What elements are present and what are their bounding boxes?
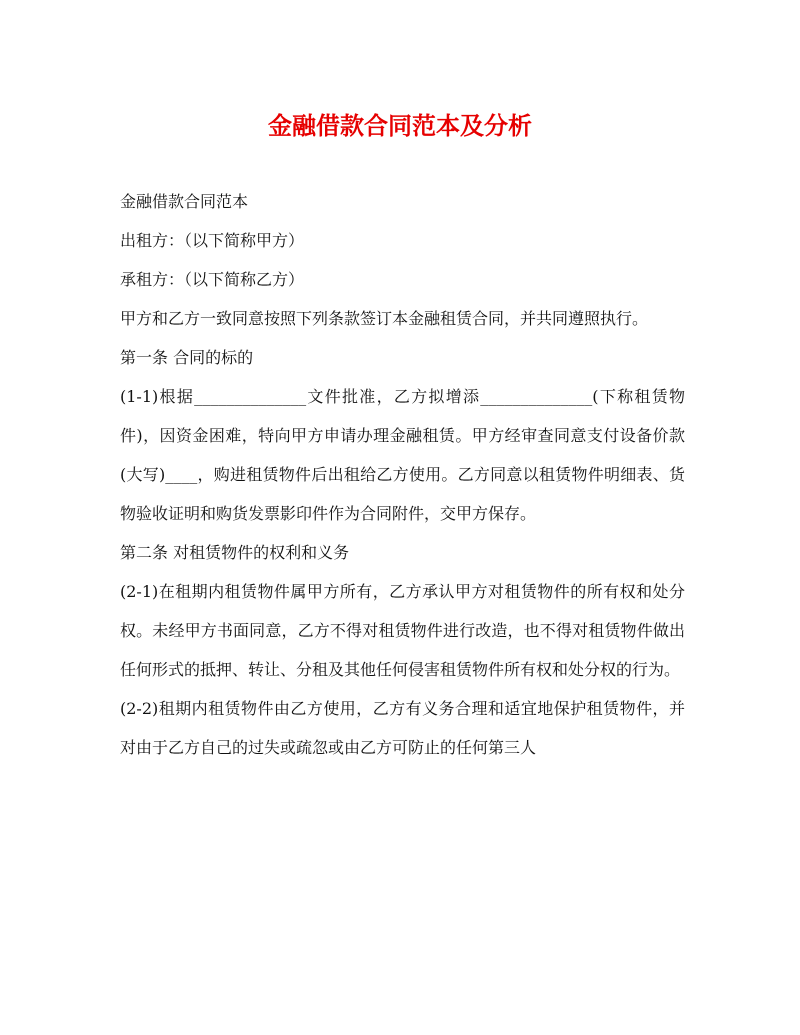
clause-1-1: (1-1)根据______________文件批准，乙方拟增添______________(下称租赁物件)，因资金困难，特向甲方申请办理金融租赁。甲方经审查同意支付设备价款(大写)____，购进租赁物件后出租给乙方使用。乙方同意以租赁物件明细表、货物验收证明和购货发票影印件作为合同附件，交甲方保存。 <box>120 387 685 523</box>
article-1-heading: 第一条 合同的标的 <box>120 348 254 367</box>
paragraph-heading: 金融借款合同范本 <box>120 192 249 211</box>
clause-2-2: (2-2)租期内租赁物件由乙方使用，乙方有义务合理和适宜地保护租赁物件，并对由于乙方自己的过失或疏忽或由乙方可防止的任何第三人 <box>120 699 685 757</box>
document-title: 金融借款合同范本及分析 <box>268 111 532 140</box>
document-body <box>120 182 685 767</box>
paragraph-lessee: 承租方：（以下简称乙方） <box>120 270 305 289</box>
clause-2-1: (2-1)在租期内租赁物件属甲方所有，乙方承认甲方对租赁物件的所有权和处分权。未经甲方书面同意，乙方不得对租赁物件进行改造，也不得对租赁物件做出任何形式的抵押、转让、分租及其他任何侵害租赁物件所有权和处分权的行为。 <box>120 582 685 679</box>
paragraph-agreement: 甲方和乙方一致同意按照下列条款签订本金融租赁合同，并共同遵照执行。 <box>120 309 649 328</box>
article-2-heading: 第二条 对租赁物件的权利和义务 <box>120 543 350 562</box>
paragraph-lessor: 出租方：（以下简称甲方） <box>120 231 305 250</box>
